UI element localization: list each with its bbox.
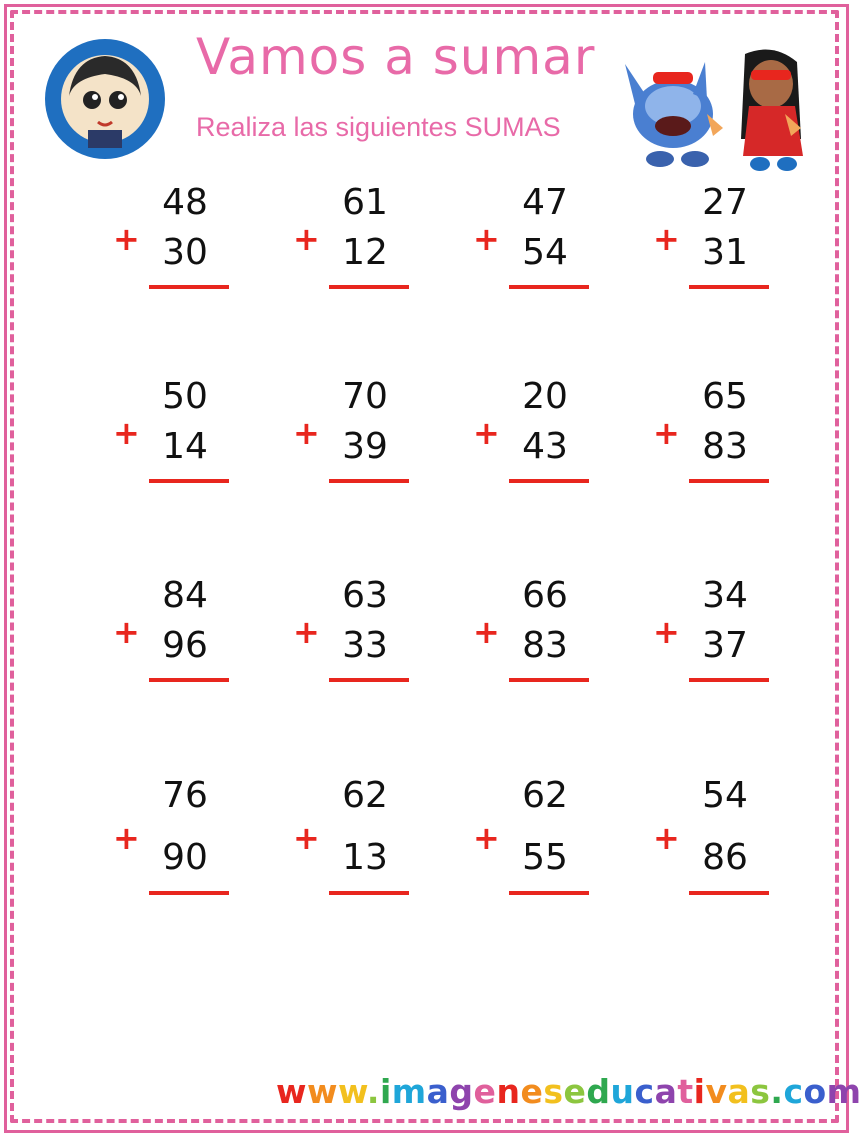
addend-top: 50 [162, 376, 208, 417]
sum-line [689, 678, 769, 682]
addition-problem [113, 575, 233, 705]
addition-problem [113, 376, 233, 506]
sum-line [329, 285, 409, 289]
plus-sign: + [113, 220, 140, 258]
addition-problem [293, 182, 413, 312]
plus-sign: + [113, 819, 140, 857]
sum-line [689, 891, 769, 895]
addend-top: 62 [342, 775, 388, 816]
plus-sign: + [473, 414, 500, 452]
addend-top: 48 [162, 182, 208, 223]
addition-problem [653, 182, 773, 312]
plus-sign: + [653, 414, 680, 452]
plus-sign: + [113, 613, 140, 651]
sum-line [509, 479, 589, 483]
sum-line [509, 285, 589, 289]
addend-bottom: 37 [702, 625, 748, 666]
plus-sign: + [293, 220, 320, 258]
plus-sign: + [473, 220, 500, 258]
addend-bottom: 12 [342, 232, 388, 273]
addend-bottom: 14 [162, 426, 208, 467]
plus-sign: + [293, 613, 320, 651]
addend-bottom: 33 [342, 625, 388, 666]
plus-sign: + [293, 414, 320, 452]
addition-problem [473, 775, 593, 905]
addend-top: 66 [522, 575, 568, 616]
plus-sign: + [653, 819, 680, 857]
addend-top: 63 [342, 575, 388, 616]
addend-bottom: 90 [162, 837, 208, 878]
plus-sign: + [473, 819, 500, 857]
addend-top: 20 [522, 376, 568, 417]
addend-bottom: 86 [702, 837, 748, 878]
addition-problem [113, 775, 233, 905]
addend-bottom: 54 [522, 232, 568, 273]
addition-problem [293, 575, 413, 705]
addition-problem [473, 575, 593, 705]
sum-line [329, 891, 409, 895]
plus-sign: + [473, 613, 500, 651]
sum-line [149, 479, 229, 483]
addition-problem [653, 376, 773, 506]
addition-problem [293, 775, 413, 905]
sum-line [509, 678, 589, 682]
plus-sign: + [293, 819, 320, 857]
addend-top: 62 [522, 775, 568, 816]
addend-top: 54 [702, 775, 748, 816]
footer-website-url: www.imageneseducativas.com [276, 1072, 862, 1111]
addition-problem [293, 376, 413, 506]
addition-problem [473, 182, 593, 312]
addend-bottom: 39 [342, 426, 388, 467]
addition-problem [653, 575, 773, 705]
page-subtitle: Realiza las siguientes SUMAS [196, 112, 561, 142]
plus-sign: + [653, 220, 680, 258]
plus-sign: + [113, 414, 140, 452]
addend-bottom: 31 [702, 232, 748, 273]
site-logo [44, 38, 166, 160]
addend-top: 47 [522, 182, 568, 223]
addend-top: 65 [702, 376, 748, 417]
sum-line [149, 891, 229, 895]
addend-bottom: 43 [522, 426, 568, 467]
addend-top: 34 [702, 575, 748, 616]
page-border-dashed [10, 10, 839, 1123]
plus-sign: + [653, 613, 680, 651]
addend-top: 76 [162, 775, 208, 816]
addition-problem [473, 376, 593, 506]
sum-line [329, 479, 409, 483]
addition-problem [113, 182, 233, 312]
sum-line [149, 285, 229, 289]
sum-line [689, 285, 769, 289]
addend-bottom: 83 [522, 625, 568, 666]
addend-bottom: 55 [522, 837, 568, 878]
sum-line [329, 678, 409, 682]
addend-bottom: 13 [342, 837, 388, 878]
sum-line [509, 891, 589, 895]
addend-top: 61 [342, 182, 388, 223]
page-title: Vamos a sumar [196, 28, 596, 86]
cartoon-characters-illustration [615, 44, 830, 174]
addition-problem [653, 775, 773, 905]
sum-line [149, 678, 229, 682]
sum-line [689, 479, 769, 483]
addend-top: 27 [702, 182, 748, 223]
addend-bottom: 83 [702, 426, 748, 467]
addend-top: 70 [342, 376, 388, 417]
addend-top: 84 [162, 575, 208, 616]
addend-bottom: 96 [162, 625, 208, 666]
addend-bottom: 30 [162, 232, 208, 273]
